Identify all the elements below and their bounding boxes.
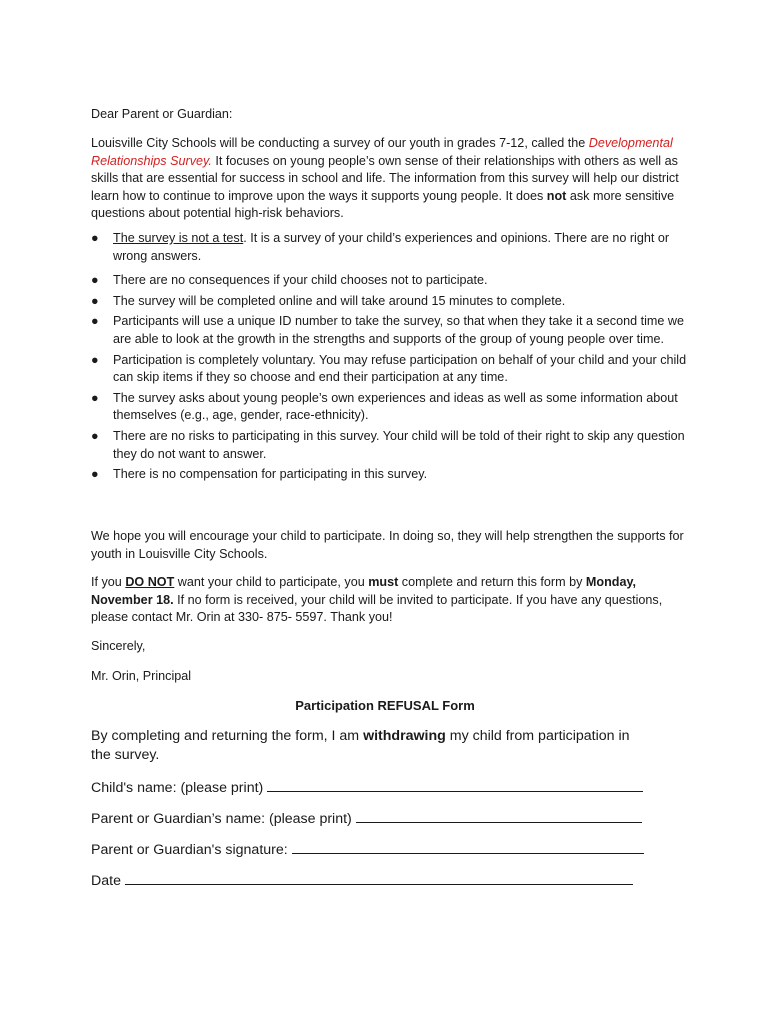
date-row — [91, 870, 691, 891]
form-title: Participation REFUSAL Form — [295, 698, 475, 713]
bullet-icon: ● — [91, 273, 99, 288]
intro-not: not — [546, 188, 567, 203]
parent-signature-label: Parent or Guardian's signature: — [91, 842, 288, 858]
withdrawing-emphasis: withdrawing — [363, 728, 446, 744]
bullet-item: ● There are no risks to participating in this survey. Your child will be told of their right to skip any question they do not want to answer. — [91, 428, 685, 461]
bullet-icon: ● — [91, 467, 99, 482]
bullet-icon: ● — [91, 390, 99, 405]
withdrawal-statement: By completing and returning the form, I am withdrawing my child from participation in the survey. — [91, 728, 630, 763]
encourage-paragraph: We hope you will encourage your child to participate. In doing so, they will help strengthen the supports for youth in Louisville City Schools. — [91, 529, 684, 561]
parent-signature-field[interactable] — [292, 839, 644, 854]
bullet-item: ● There is no compensation for participating in this survey. — [91, 466, 687, 484]
survey-name: Developmental Relationships Survey. — [91, 136, 673, 168]
parent-signature-row — [91, 839, 691, 860]
intro-text-3: ask more sensitive questions about potential high-risk behaviors. — [91, 188, 675, 221]
bullet-item: ● There are no consequences if your child chooses not to participate. — [91, 272, 687, 290]
parent-name-label: Parent or Guardian’s name: (please print) — [91, 811, 352, 827]
parent-name-row — [91, 808, 691, 829]
bullet-item: ● Participation is completely voluntary. You may refuse participation on behalf of your child and your child can skip items if they so choose and end their participation at any time. — [91, 352, 687, 385]
closing: Sincerely, — [91, 639, 146, 653]
child-name-row — [91, 777, 691, 798]
must-emphasis: must — [368, 575, 399, 589]
bullet-item: ● The survey will be completed online and will take around 15 minutes to complete. — [91, 293, 687, 311]
bullet-icon: ● — [91, 314, 99, 329]
child-name-label: Child's name: (please print) — [91, 780, 264, 796]
do-not-emphasis: DO NOT — [125, 575, 175, 589]
bullet-icon: ● — [91, 293, 99, 308]
intro-text-1: Louisville City Schools will be conducting a survey of our youth in grades 7-12, called the — [91, 136, 589, 150]
intro-paragraph — [91, 135, 687, 223]
info-bullet-list — [91, 230, 687, 484]
bullet-icon: ● — [91, 231, 99, 245]
deadline-date: Monday, November 18. — [91, 575, 637, 607]
bullet-item: ● The survey is not a test. It is a survey of your child’s experiences and opinions. There are no right or wrong answers. — [91, 231, 670, 263]
principal-signature: Mr. Orin, Principal — [91, 669, 192, 683]
bullet-item: ● The survey asks about young people’s own experiences and ideas as well as some information about themselves (e.g., age, gender, race-ethnicity). — [91, 390, 678, 423]
date-field[interactable] — [125, 870, 633, 885]
parent-name-field[interactable] — [356, 808, 642, 823]
refusal-instructions: If you DO NOT want your child to participate, you must complete and return this form by Monday, November 18. If no form is received, your child will be invited to participate. If you have any questions, please contact Mr. Orin at 330- 875- 5597. Thank you! — [91, 575, 663, 625]
greeting: Dear Parent or Guardian: — [91, 107, 233, 121]
date-label: Date — [91, 873, 121, 889]
child-name-field[interactable] — [267, 777, 643, 792]
bullet-icon: ● — [91, 428, 99, 443]
bullet-item: ● Participants will use a unique ID number to take the survey, so that when they take it a second time we are able to look at the growth in the strengths and supports of the group of young people over time. — [91, 314, 684, 346]
bullet-icon: ● — [91, 352, 99, 367]
intro-text-2: It focuses on young people’s own sense of their relationships with others as well as skills that are essential for success in school and life. The information from this survey will help our district learn how to continue to improve upon the ways it supports young people. It does — [91, 153, 679, 203]
bullet-underlined: The survey is not a test — [113, 231, 244, 245]
